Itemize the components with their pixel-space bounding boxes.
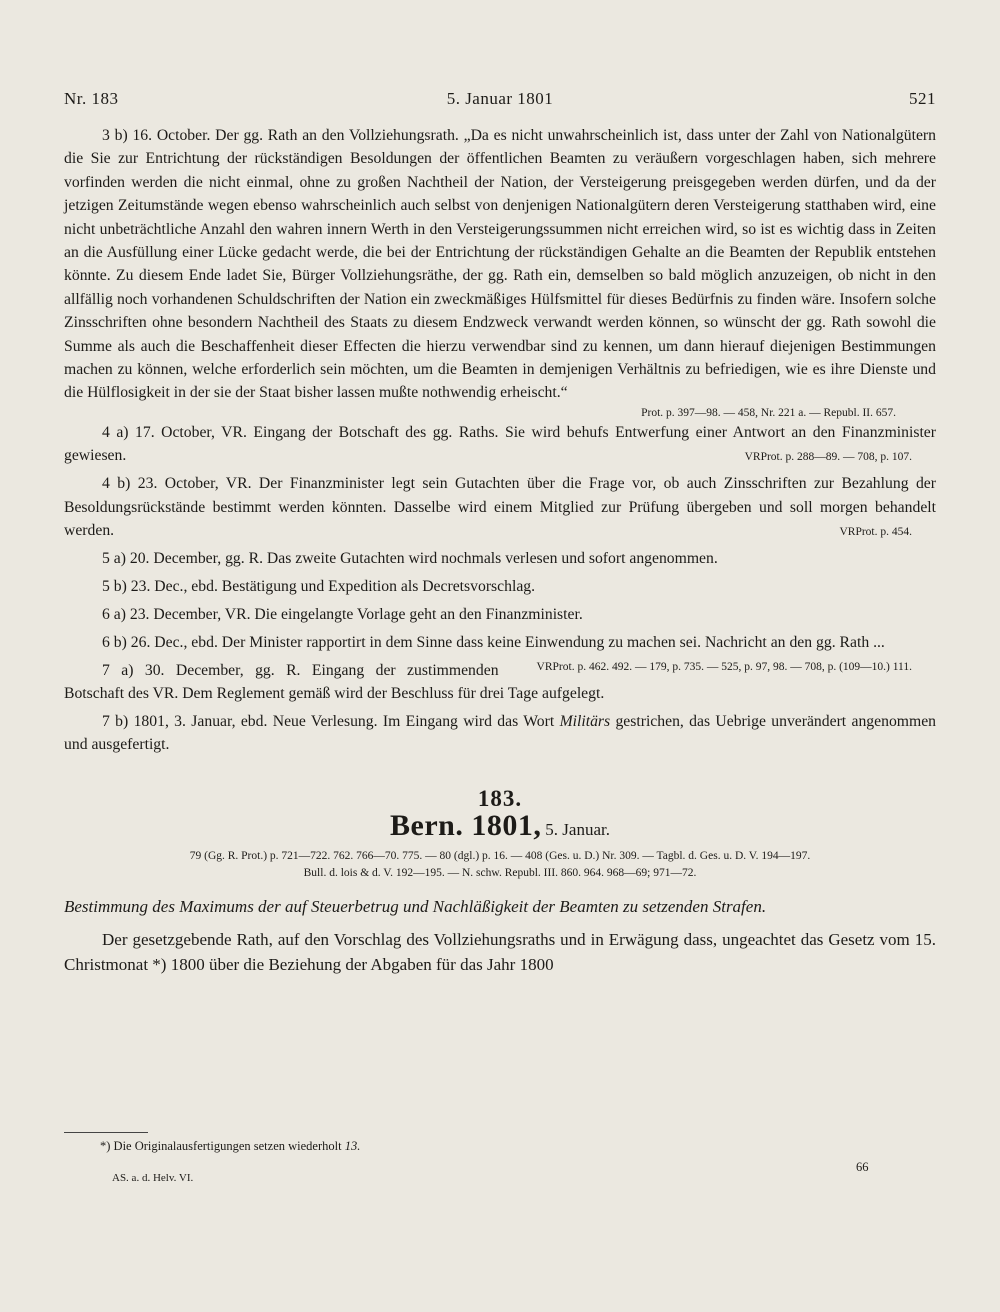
entry-7b xyxy=(64,710,936,757)
sources-line-1: 79 (Gg. R. Prot.) p. 721—722. 762. 766—70. 775. — 80 (dgl.) p. 16. — 408 (Ges. u. D.) Nr. 309. — Tagbl. d. Ges. u. D. V. 194—197. xyxy=(189,850,811,863)
reference-4a: VRProt. p. 288—89. — 708, p. 107. xyxy=(744,451,912,464)
main-text: Der gesetzgebende Rath, auf den Vorschlag des Vollziehungsraths und in Erwägung dass, ungeachtet das Gesetz vom 15. Christmonat *) 1800 über die Beziehung der Abgaben für das Jahr 1800 xyxy=(64,930,936,975)
sources xyxy=(64,848,936,882)
footnote xyxy=(100,1139,360,1154)
entry-6b-text: 6 b) 26. Dec., ebd. Der Minister rapportirt in dem Sinne dass keine Einwendung zu machen sei. Nachricht an den gg. Rath ... xyxy=(102,633,885,651)
entry-7b-text-start: 7 b) 1801, 3. Januar, ebd. Neue Verlesung. Im Eingang wird das Wort xyxy=(102,712,560,730)
footnote-italic: 13. xyxy=(344,1139,361,1153)
entry-4a-text: 4 a) 17. October, VR. Eingang der Botschaft des gg. Raths. Sie wird behufs Entwerfung einer Antwort an den Finanzminister gewiesen. xyxy=(64,423,936,465)
footnote-divider xyxy=(64,1132,148,1133)
header-document-number: Nr. 183 xyxy=(64,89,119,108)
date-small: 5. Januar. xyxy=(545,820,610,840)
page-header xyxy=(64,89,936,113)
entry-4a xyxy=(64,421,936,468)
entry-7a: 7 a) 30. December, gg. R. Eingang der zustimmenden Botschaft des VR. Dem Reglement gemäß wird der Beschluss für drei Tage aufgelegt. xyxy=(64,661,605,702)
entry-5b: 5 b) 23. Dec., ebd. Bestätigung und Expedition als Decretsvorschlag. xyxy=(102,577,536,595)
entry-7b-text-end: gestrichen, das Uebrige unverändert angenommen und ausgefertigt. xyxy=(64,712,937,754)
footnote-text: *) Die Originalausfertigungen setzen wiederholt xyxy=(100,1139,345,1153)
entry-6a: 6 a) 23. December, VR. Die eingelangte Vorlage geht an den Finanzminister. xyxy=(102,605,583,623)
document-body xyxy=(64,124,936,977)
sources-line-2: Bull. d. lois & d. V. 192—195. — N. schw. Republ. III. 860. 964. 968—69; 971—72. xyxy=(303,867,697,880)
document-number-title: 183. xyxy=(477,785,523,811)
header-date: 5. Januar 1801 xyxy=(446,89,554,108)
place-date-line xyxy=(64,809,936,843)
entry-4b xyxy=(64,472,936,542)
entry-6b xyxy=(64,631,936,674)
signature-mark: AS. a. d. Helv. VI. xyxy=(112,1172,194,1184)
entry-7b-italic-word: Militärs xyxy=(559,712,611,730)
entry-5a: 5 a) 20. December, gg. R. Das zweite Gutachten wird nochmals verlesen und sofort angenommen. xyxy=(102,549,718,567)
place-year: Bern. 1801, xyxy=(390,809,542,843)
reference-4b: VRProt. p. 454. xyxy=(839,526,912,538)
sheet-number: 66 xyxy=(856,1160,869,1174)
reference-6b: VRProt. p. 462. 492. — 179, p. 735. — 525, p. 97, 98. — 708, p. (109—10.) 111. xyxy=(536,661,912,674)
entry-3b: 3 b) 16. October. Der gg. Rath an den Vollziehungsrath. „Da es nicht unwahrscheinlich ist, dass unter der Zahl von Nationalgütern die Sie zur Entrichtung der rückständigen Besoldungen der öffentlichen Beamten zu veräußern vorgeschlagen haben, sich mehrere vorfinden werden die nicht einmal, ohne zu großen Nachtheil der Nation, der Versteigerung preisgegeben werden dürfen, und da der jetzigen Zeitumstände wegen ebenso wahrscheinlich auch selbst von denjenigen Nationalgütern deren Versteigerung statthaben wird, eine nicht unbeträchtliche Anzahl den wahren innern Werth in den Versteigerungssummen nicht erreichen wird, so ist es wichtig dass in Zeiten an die Ausfüllung einer Lücke gedacht werde, die bei der Entrichtung der rückständigen Gehalte an die Beamten der Republik entstehen könnte. Zu diesem Ende ladet Sie, Bürger Vollziehungsräthe, der gg. Rath ein, demselben so bald möglich anzuzeigen, ob nicht in den allfällig noch vorhandenen Schuldschriften der Nation ein zweckmäßiges Hülfsmittel für dieses Bedürfnis zu finden wäre. Insofern solche Zinsschriften ohne besondern Nachtheil des Staats zu diesem Endzweck verwandt werden können, so wünscht der gg. Rath sowohl die Summe als auch die Beschaffenheit dieser Effecten die hierzu verwendbar sind zu kennen, um dann hierauf diejenigen Bestimmungen machen zu können, welche erforderlich sein möchten, um die Beamten in demjenigen Verhältnis zu befriedigen, wie es ihre Dienste und die Hülflosigkeit in der sie der Staat bisher lassen mußte nothwendig erheischt.“ xyxy=(64,127,936,402)
header-page-number: 521 xyxy=(909,89,936,108)
reference-3b: Prot. p. 397—98. — 458, Nr. 221 a. — Republ. II. 657. xyxy=(641,406,896,419)
entry-4b-text: 4 b) 23. October, VR. Der Finanzminister legt sein Gutachten über die Frage vor, ob auch Zinsschriften zur Bezahlung der Besoldungsrückstände bestimmt werden könnten. Dasselbe wird einem Mitglied zur Prüfung übergeben und soll morgen behandelt werden. xyxy=(64,475,936,539)
subject-heading: Bestimmung des Maximums der auf Steuerbetrug und Nachläßigkeit der Beamten zu setzenden Strafen. xyxy=(64,897,767,917)
